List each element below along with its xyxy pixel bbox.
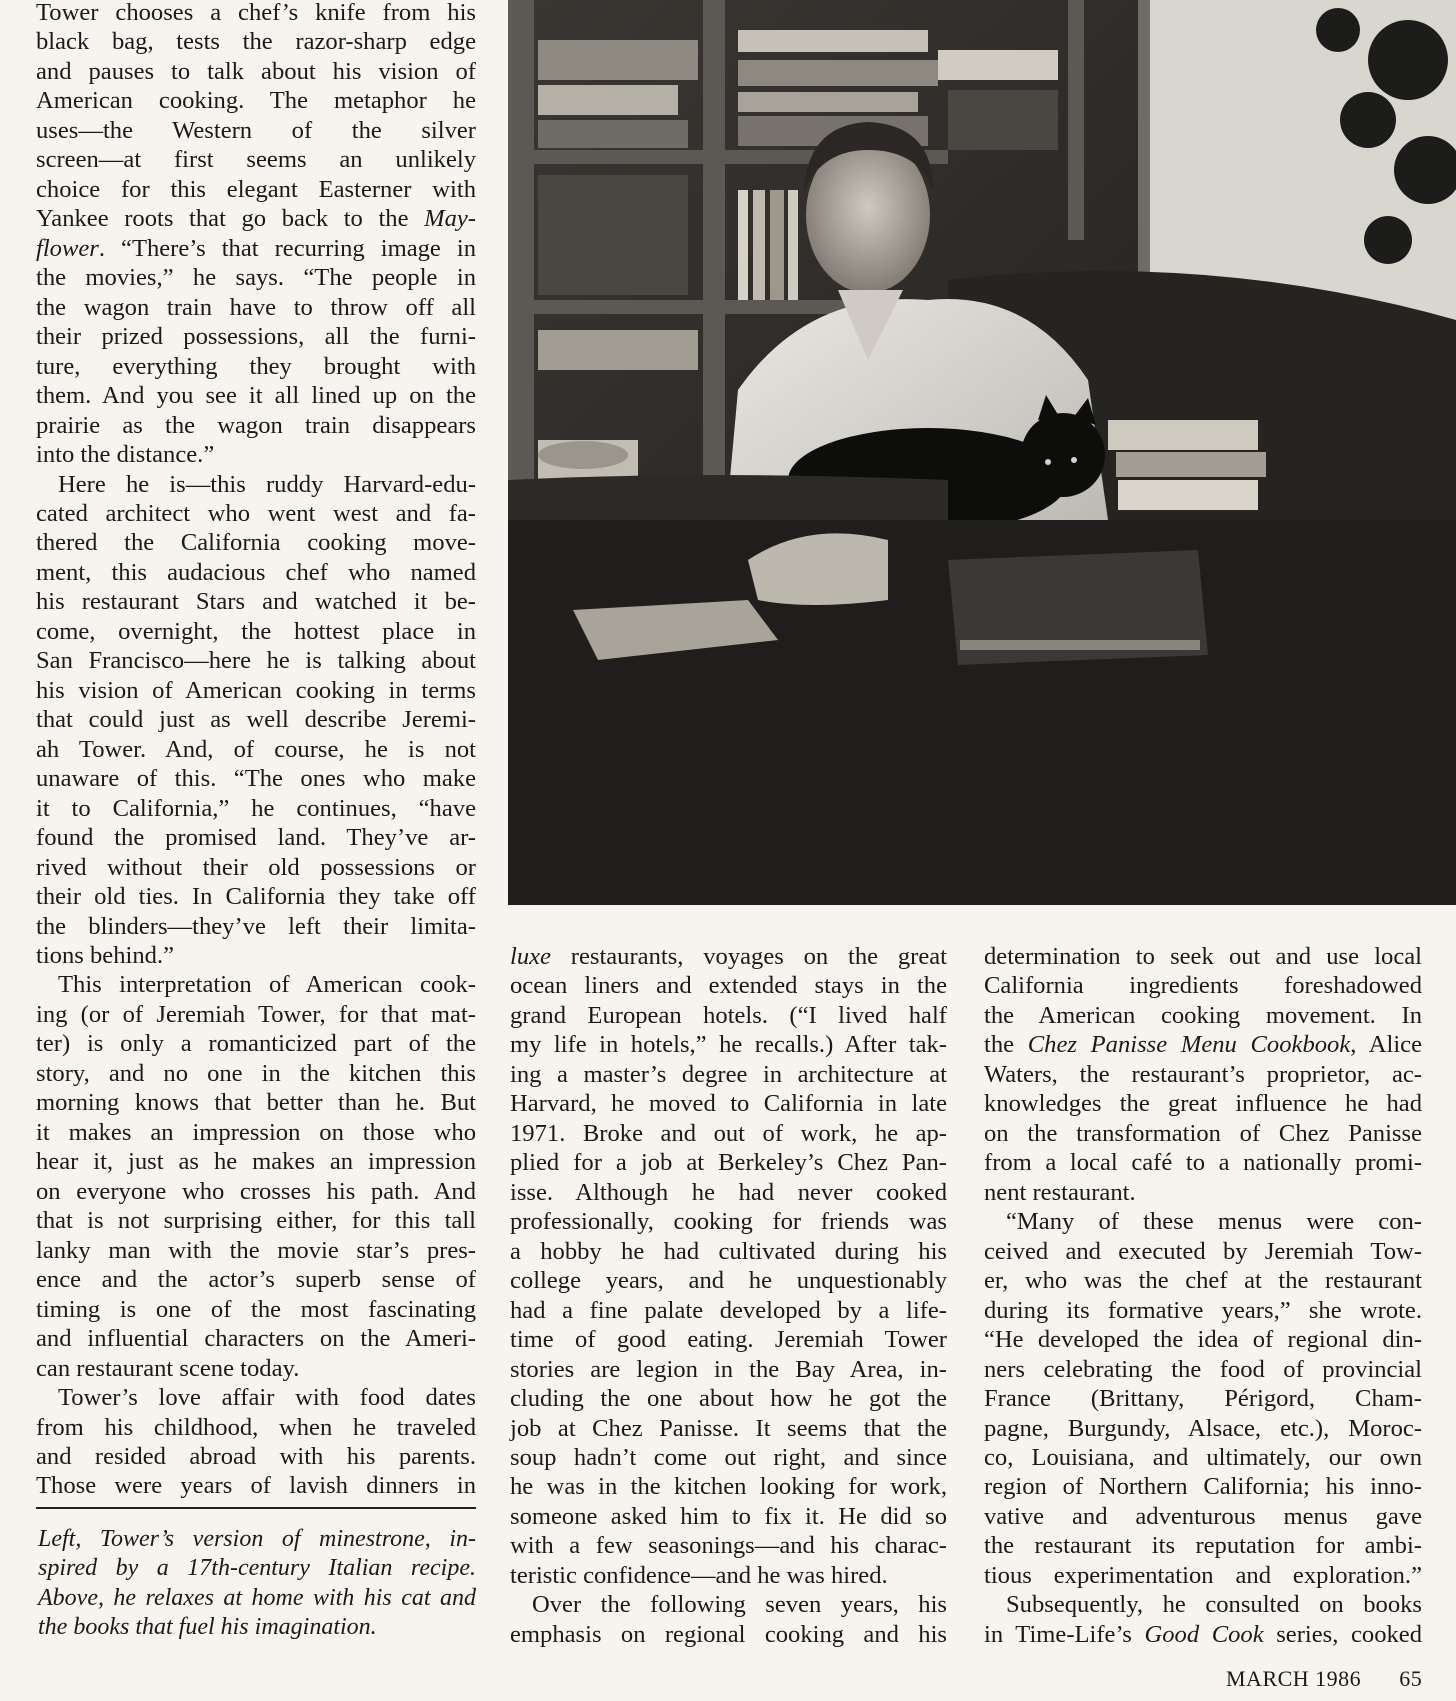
article-line: Harvard, he moved to California in late [510,1090,947,1118]
article-line: his restaurant Stars and watched it be- [36,588,476,616]
article-line: from his childhood, when he traveled [36,1413,476,1441]
article-line: story, and no one in the kitchen this [36,1059,476,1087]
article-line: unaware of this. “The ones who make [36,765,476,793]
article-line: found the promised land. They’ve ar- [36,824,476,852]
article-line: into the distance.” [36,441,215,469]
article-line: ing a master’s degree in architecture at [510,1060,947,1088]
page-number: 65 [1399,1666,1423,1691]
article-line: the restaurant its reputation for ambi- [984,1532,1422,1560]
article-line: soup hadn’t come out right, and since [510,1443,947,1471]
article-line: Waters, the restaurant’s proprietor, ac- [984,1060,1422,1088]
article-line: college years, and he unquestionably [510,1267,947,1295]
article-line: Over the following seven years, his [532,1591,947,1619]
article-line: time of good eating. Jeremiah Tower [510,1326,947,1354]
caption-divider [36,1507,476,1509]
caption-line: spired by a 17th-century Italian recipe. [38,1555,476,1582]
article-line: Tower chooses a chef’s knife from his [36,0,476,26]
article-line: tious experimentation and exploration.” [984,1561,1422,1589]
article-line: Tower’s love affair with food dates [58,1384,476,1412]
article-line: that is not surprising either, for this tall [36,1207,476,1235]
article-line: isse. Although he had never cooked [510,1178,947,1206]
article-line: choice for this elegant Easterner with [36,175,476,203]
article-line: American cooking. The metaphor he [36,87,476,115]
article-line: he was in the kitchen looking for work, [510,1473,947,1501]
article-line: on everyone who crosses his path. And [36,1177,476,1205]
article-line: cated architect who went west and fa- [36,499,476,527]
issue-date: MARCH 1986 [1226,1666,1362,1691]
article-line: the Chez Panisse Menu Cookbook, Alice [984,1031,1422,1059]
article-line: them. And you see it all lined up on the [36,382,476,410]
article-line: lanky man with the movie star’s pres- [36,1236,476,1264]
article-line: Here he is—this ruddy Harvard-edu- [58,470,476,498]
article-line: can restaurant scene today. [36,1354,300,1382]
article-line: ter) is only a romanticized part of the [36,1030,476,1058]
article-line: and resided abroad with his parents. [36,1442,476,1470]
italic-text: flower [36,234,99,262]
caption-line: Above, he relaxes at home with his cat and [38,1584,476,1611]
article-line: Those were years of lavish dinners in [36,1472,476,1500]
article-line: black bag, tests the razor-sharp edge [36,28,476,56]
article-column-middle [510,942,947,1649]
article-line: timing is one of the most fascinating [36,1295,476,1323]
article-line: Yankee roots that go back to the May- [36,205,476,233]
article-line: luxe restaurants, voyages on the great [510,943,947,970]
italic-text: luxe [510,943,551,970]
article-line: with a few seasonings—and his charac- [510,1532,947,1560]
article-line: morning knows that better than he. But [36,1089,476,1117]
article-line: hear it, just as he makes an impression [36,1148,476,1176]
article-line: nent restaurant. [984,1178,1136,1206]
article-line: uses—the Western of the silver [36,116,476,144]
article-line: professionally, cooking for friends was [510,1208,947,1236]
article-line: 1971. Broke and out of work, he ap- [510,1119,947,1147]
article-line: my life in hotels,” he recalls.) After tak- [510,1031,947,1059]
article-line: vative and adventurous menus gave [984,1502,1422,1530]
article-line: pagne, Burgundy, Alsace, etc.), Moroc- [984,1414,1422,1442]
article-line: the movies,” he says. “The people in [36,264,476,292]
photo-tower-with-cat [508,0,1456,905]
article-line: during its formative years,” she wrote. [984,1296,1422,1324]
article-line: from a local café to a nationally promi- [984,1149,1422,1177]
article-line: it makes an impression on those who [36,1118,476,1146]
article-line: “Many of these menus were con- [1006,1208,1422,1236]
article-line: California ingredients foreshadowed [984,972,1422,1000]
article-line: ence and the actor’s superb sense of [36,1266,476,1294]
article-line: his vision of American cooking in terms [36,676,476,704]
stacked-books [1108,420,1266,510]
italic-text: Good Cook [1144,1620,1264,1648]
article-line: “He developed the idea of regional din- [984,1326,1422,1354]
article-line: ocean liners and extended stays in the [510,972,947,1000]
article-line: plied for a job at Berkeley’s Chez Pan- [510,1149,947,1177]
article-line: knowledges the great influence he had [984,1090,1422,1118]
teacup [538,441,628,469]
article-line: ners celebrating the food of provincial [984,1355,1422,1383]
article-line: ment, this audacious chef who named [36,558,476,586]
article-line: ture, everything they brought with [36,352,476,380]
article-line: the American cooking movement. In [984,1001,1422,1029]
article-line: San Francisco—here he is talking about [36,647,476,675]
article-line: Subsequently, he consulted on books [1006,1591,1422,1619]
article-line: stories are legion in the Bay Area, in- [510,1355,947,1383]
article-line: France (Brittany, Périgord, Cham- [984,1385,1422,1413]
article-line: tions behind.” [36,942,174,969]
article-line: on the transformation of Chez Panisse [984,1119,1422,1147]
article-line: region of Northern California; his inno- [984,1473,1422,1501]
article-line: their prized possessions, all the furni- [36,323,476,351]
article-line: screen—at first seems an unlikely [36,146,476,174]
article-line: come, overnight, the hottest place in [36,617,476,645]
article-line: teristic confidence—and he was hired. [510,1561,888,1589]
article-column-right [984,942,1422,1649]
page-footer [1226,1666,1422,1692]
article-line: ah Tower. And, of course, he is not [36,735,476,763]
article-line: it to California,” he continues, “have [36,794,476,822]
article-line: emphasis on regional cooking and his [510,1620,947,1648]
article-line: determination to seek out and use local [984,943,1422,970]
caption-line: Left, Tower’s version of minestrone, in- [38,1526,476,1552]
article-line: a hobby he had cultivated during his [510,1237,947,1265]
article-line: job at Chez Panisse. It seems that the [510,1414,947,1442]
article-line: cluding the one about how he got the [510,1385,947,1413]
article-line: grand European hotels. (“I lived half [510,1001,947,1029]
article-line: This interpretation of American cook- [58,971,476,999]
photograph [508,0,1456,905]
caption-line: the books that fuel his imagination. [38,1614,377,1641]
article-line: co, Louisiana, and ultimately, our own [984,1443,1422,1471]
article-line: flower. “There’s that recurring image in [36,234,476,262]
article-line: ceived and executed by Jeremiah Tow- [984,1237,1422,1265]
article-line: the wagon train have to throw off all [36,293,476,321]
article-line: thered the California cooking move- [36,529,476,557]
article-line: the blinders—they’ve left their limita- [36,912,476,940]
article-line: in Time-Life’s Good Cook series, cooked [984,1620,1422,1648]
article-line: rived without their old possessions or [36,853,476,881]
article-line: someone asked him to fix it. He did so [510,1502,947,1530]
photo-caption [38,1525,476,1643]
article-column-left [36,0,476,1501]
article-line: and influential characters on the Ameri- [36,1325,476,1353]
article-line: and pauses to talk about his vision of [36,57,476,85]
article-line: ing (or of Jeremiah Tower, for that mat- [36,1000,476,1028]
italic-text: May- [424,205,476,233]
article-line: that could just as well describe Jeremi- [36,706,476,734]
article-line: er, who was the chef at the restaurant [984,1267,1422,1295]
italic-text: Chez Panisse Menu Cookbook [1027,1031,1351,1059]
article-line: their old ties. In California they take off [36,883,476,911]
article-line: had a fine palate developed by a life- [510,1296,947,1324]
article-line: prairie as the wagon train disappears [36,411,476,439]
